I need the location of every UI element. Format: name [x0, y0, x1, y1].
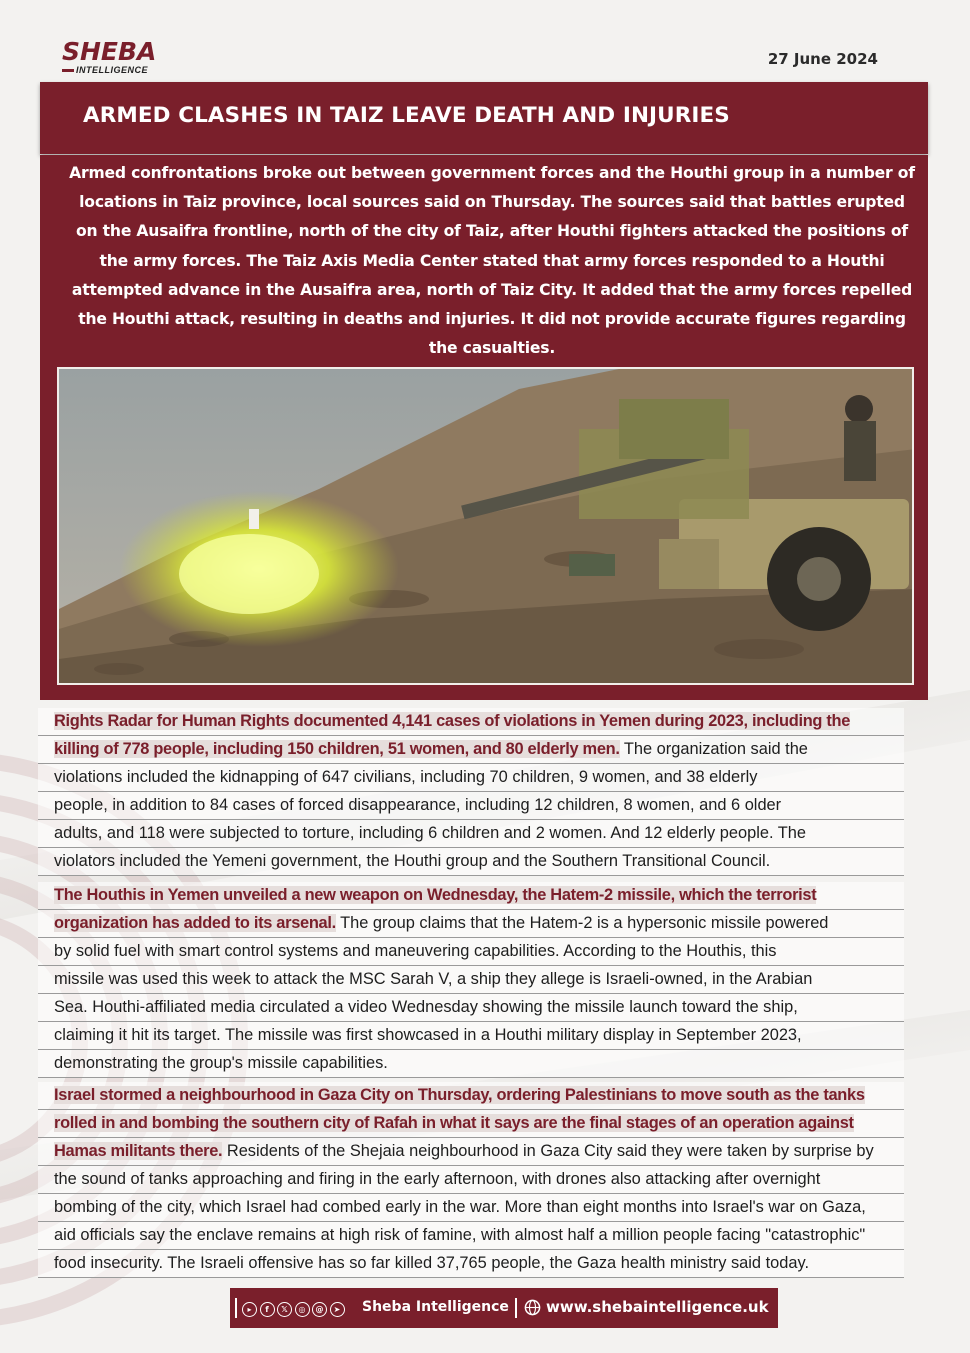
footer-divider	[235, 1298, 237, 1318]
story-text: violations included the kidnapping of 647 civilians, including 70 children, 9 women, and 38 elderly	[54, 768, 758, 786]
story-line	[38, 1222, 904, 1250]
logo-wordmark: SHEBA	[62, 37, 157, 66]
story-line	[38, 708, 904, 736]
story-line	[38, 820, 904, 848]
story-text: people, in addition to 84 cases of forced disappearance, including 12 children, 8 women, and 6 older	[54, 796, 782, 814]
story-line	[38, 1022, 904, 1050]
story-highlight: Israel stormed a neighbourhood in Gaza City on Thursday, ordering Palestinians to move south as the tanks	[54, 1086, 865, 1104]
social-icons	[242, 1299, 347, 1317]
footer-brand-name: Sheba Intelligence	[362, 1299, 509, 1315]
story-line	[38, 1250, 904, 1278]
instagram-icon[interactable]: ◎	[295, 1302, 310, 1317]
story-hatem-missile	[38, 882, 904, 1078]
telegram-icon[interactable]: ➤	[330, 1302, 345, 1317]
story-line	[38, 1082, 904, 1110]
lead-paragraph: Armed confrontations broke out between government forces and the Houthi group in a number of locations in Taiz province, local sources said on Thursday. The sources said that battles erupted on the Ausaifra frontline, north of the city of Taiz, after Houthi fighters attacked the positions of the army forces. The Taiz Axis Media Center stated that army forces responded to a Houthi attempted advance in the Ausaifra area, north of Taiz City. It added that the army forces repelled the Houthi attack, resulting in deaths and injuries. It did not provide accurate figures regarding the casualties.	[69, 164, 915, 358]
logo-subtitle: INTELLIGENCE	[76, 65, 149, 75]
story-line	[38, 1166, 904, 1194]
threads-icon[interactable]: @	[312, 1302, 327, 1317]
story-text: claiming it hit its target. The missile was first showcased in a Houthi military display in September 2023,	[54, 1026, 802, 1044]
website-link[interactable]: www.shebaintelligence.uk	[546, 1298, 769, 1316]
story-line	[38, 1110, 904, 1138]
story-line	[38, 1138, 904, 1166]
page-title: ARMED CLASHES IN TAIZ LEAVE DEATH AND INJURIES	[83, 103, 730, 128]
story-text: demonstrating the group's missile capabilities.	[54, 1054, 388, 1072]
battle-photo	[57, 367, 914, 685]
publish-date: 27 June 2024	[767, 50, 878, 68]
story-line	[38, 910, 904, 938]
x-icon[interactable]: 𝕏	[277, 1302, 292, 1317]
story-rights-radar	[38, 708, 904, 876]
story-highlight: Hamas militants there.	[54, 1142, 223, 1160]
story-text: Residents of the Shejaia neighbourhood in Gaza City said they were taken by surprise by	[222, 1142, 874, 1160]
story-text: The organization said the	[619, 740, 808, 758]
facebook-icon[interactable]: f	[260, 1302, 275, 1317]
globe-icon	[524, 1299, 541, 1316]
story-line	[38, 938, 904, 966]
story-line	[38, 736, 904, 764]
story-text: bombing of the city, which Israel had combed early in the war. More than eight months into Israel's war on Gaza,	[54, 1198, 866, 1216]
footer-divider	[515, 1298, 517, 1318]
story-line	[38, 1050, 904, 1078]
story-text: aid officials say the enclave remains at high risk of famine, with almost half a million people facing "catastrophic"	[54, 1226, 866, 1244]
story-line	[38, 882, 904, 910]
story-text: the sound of tanks approaching and firing in the early afternoon, with drones also attacking after overnight	[54, 1170, 821, 1188]
story-highlight: killing of 778 people, including 150 children, 51 women, and 80 elderly men.	[54, 740, 620, 758]
story-line	[38, 1194, 904, 1222]
story-highlight: Rights Radar for Human Rights documented 4,141 cases of violations in Yemen during 2023, including the	[54, 712, 851, 730]
story-text: violators included the Yemeni government, the Houthi group and the Southern Transitional Council.	[54, 852, 771, 870]
story-line	[38, 994, 904, 1022]
story-highlight: rolled in and bombing the southern city of Rafah in what it says are the final stages of an operation against	[54, 1114, 854, 1132]
logo-accent	[62, 69, 74, 72]
story-text: missile was used this week to attack the MSC Sarah V, a ship they allege is Israeli-owned, in the Arabian	[54, 970, 813, 988]
story-text: The group claims that the Hatem-2 is a hypersonic missile powered	[335, 914, 829, 932]
story-text: by solid fuel with smart control systems and maneuvering capabilities. According to the Houthis, this	[54, 942, 777, 960]
story-text: adults, and 118 were subjected to torture, including 6 children and 2 women. And 12 elderly people. The	[54, 824, 807, 842]
story-text: Sea. Houthi-affiliated media circulated a video Wednesday showing the missile launch toward the ship,	[54, 998, 798, 1016]
sheba-logo	[62, 38, 192, 80]
story-highlight: organization has added to its arsenal.	[54, 914, 336, 932]
youtube-icon[interactable]: ▸	[242, 1302, 257, 1317]
story-line	[38, 792, 904, 820]
story-line	[38, 764, 904, 792]
story-gaza	[38, 1082, 904, 1278]
story-highlight: The Houthis in Yemen unveiled a new weapon on Wednesday, the Hatem-2 missile, which the terrorist	[54, 886, 817, 904]
battle-photo-illustration	[59, 369, 914, 685]
story-text: food insecurity. The Israeli offensive has so far killed 37,765 people, the Gaza health ministry said today.	[54, 1254, 810, 1272]
story-line	[38, 848, 904, 876]
story-line	[38, 966, 904, 994]
